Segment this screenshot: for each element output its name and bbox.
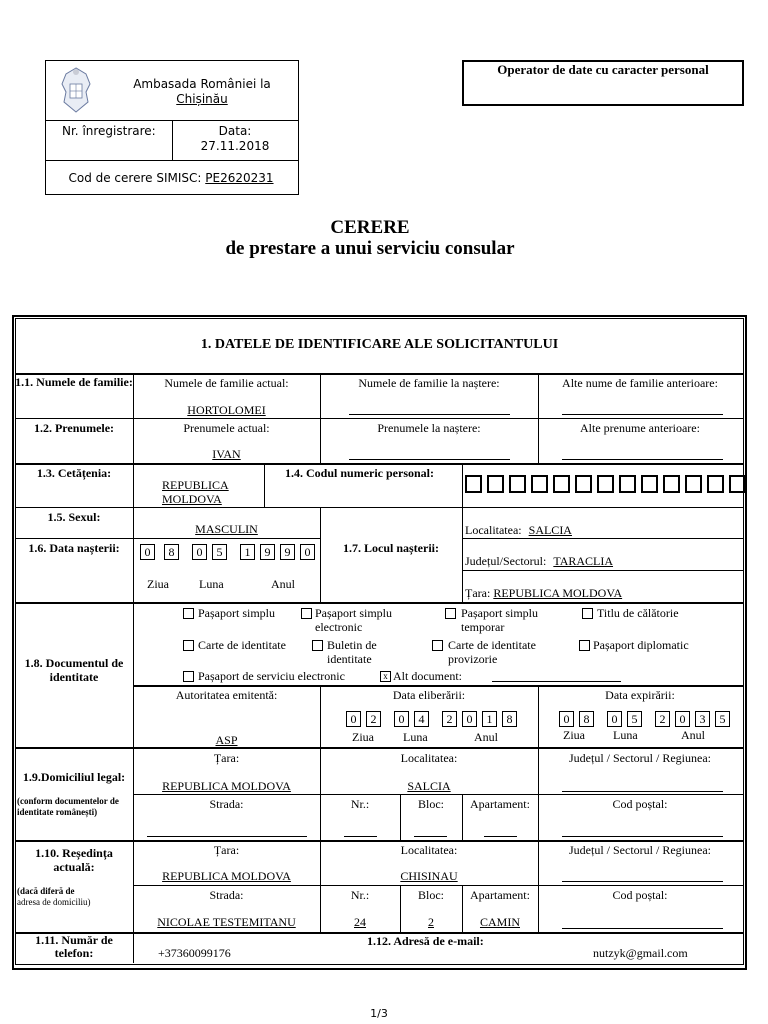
form-title: CERERE <box>330 217 410 238</box>
residence-postal-label: Cod poștal: <box>612 888 668 902</box>
residence-country-value[interactable]: REPUBLICA MOLDOVA <box>162 869 291 883</box>
current-family-name-label: Numele de familie actual: <box>164 376 289 390</box>
expiry-year-label: Anul <box>681 728 705 742</box>
residence-block-value[interactable]: 2 <box>428 915 434 929</box>
first-name-label: 1.2. Prenumele: <box>33 421 115 435</box>
simple-passport-label: Pașaport simplu <box>198 606 275 620</box>
previous-family-names-field[interactable] <box>562 414 723 415</box>
residence-block-label: Bloc: <box>418 888 444 902</box>
provisional-id-label: Carte de identitate provizorie <box>448 638 536 666</box>
previous-family-names-label: Alte nume de familie anterioare: <box>562 376 718 390</box>
issuing-authority-value[interactable]: ASP <box>215 733 238 747</box>
temporary-passport-checkbox[interactable] <box>445 608 456 619</box>
coat-of-arms-icon <box>56 64 96 116</box>
domicile-apartment-field[interactable] <box>484 836 517 837</box>
simisc-code: PE2620231 <box>205 171 274 185</box>
page-number: 1/3 <box>370 1007 388 1020</box>
residence-apartment-label: Apartament: <box>470 888 530 902</box>
domicile-apartment-label: Apartament: <box>470 797 530 811</box>
birth-country-value[interactable]: REPUBLICA MOLDOVA <box>493 586 623 600</box>
service-passport-checkbox[interactable] <box>183 671 194 682</box>
identity-bulletin-checkbox[interactable] <box>312 640 323 651</box>
other-document-field[interactable] <box>492 681 621 682</box>
email-value[interactable]: nutzyk@gmail.com <box>593 946 688 960</box>
expiry-month-label: Luna <box>613 728 638 742</box>
identity-card-label: Carte de identitate <box>198 638 286 652</box>
phone-value[interactable]: +37360099176 <box>158 946 231 960</box>
diplomatic-passport-label: Pașaport diplomatic <box>593 638 689 652</box>
domicile-county-label: Județul / Sectorul / Regiunea: <box>569 751 711 765</box>
simisc-label: Cod de cerere SIMISC: <box>68 171 202 185</box>
other-document-label: Alt document: <box>393 669 462 683</box>
domicile-county-field[interactable] <box>562 791 723 792</box>
identity-card-checkbox[interactable] <box>183 640 194 651</box>
embassy-name: Ambasada României la <box>133 77 271 91</box>
domicile-locality-value[interactable]: SALCIA <box>407 779 451 793</box>
residence-number-label: Nr.: <box>350 888 370 902</box>
service-passport-label: Pașaport de serviciu electronic <box>198 669 345 683</box>
domicile-locality-label: Localitatea: <box>400 751 458 765</box>
current-residence-note-line2: adresa de domiciliu) <box>17 897 91 907</box>
residence-postal-field[interactable] <box>562 928 723 929</box>
section-heading: 1. DATELE DE IDENTIFICARE ALE SOLICITANTULUI <box>200 337 559 352</box>
current-first-name-label: Prenumele actual: <box>183 421 270 435</box>
domicile-number-field[interactable] <box>344 836 377 837</box>
issuing-authority-label: Autoritatea emitentă: <box>175 688 278 702</box>
birth-county-value[interactable]: TARACLIA <box>553 554 614 568</box>
legal-domicile-note: (conform documentelor de identitate românești) <box>17 796 119 817</box>
issue-day-label: Ziua <box>352 730 374 744</box>
issue-month-label: Luna <box>403 730 428 744</box>
family-name-label: 1.1. Numele de familie: <box>15 375 133 389</box>
embassy-city: Chișinău <box>176 92 228 106</box>
other-document-checkbox[interactable]: x <box>380 671 391 682</box>
domicile-postal-label: Cod poștal: <box>612 797 668 811</box>
domicile-postal-field[interactable] <box>562 836 723 837</box>
birth-family-name-label: Numele de familie la naștere: <box>358 376 500 390</box>
current-first-name-value[interactable]: IVAN <box>212 447 241 461</box>
previous-first-names-field[interactable] <box>562 459 723 460</box>
sex-value[interactable]: MASCULIN <box>195 522 258 536</box>
domicile-street-field[interactable] <box>147 836 307 837</box>
date-value: 27.11.2018 <box>200 139 270 153</box>
issue-year-label: Anul <box>474 730 498 744</box>
birth-country-label: Țara: <box>465 586 491 600</box>
electronic-passport-label: Pașaport simplu electronic <box>315 606 392 634</box>
birth-year-label: Anul <box>271 577 295 591</box>
birth-date-label: 1.6. Data nașterii: <box>28 541 120 555</box>
personal-code-label: 1.4. Codul numeric personal: <box>285 466 435 480</box>
residence-locality-value[interactable]: CHISINAU <box>400 869 458 883</box>
residence-country-label: Țara: <box>213 843 240 857</box>
provisional-id-checkbox[interactable] <box>432 640 443 651</box>
sex-label: 1.5. Sexul: <box>47 510 101 524</box>
form-subtitle: de prestare a unui serviciu consular <box>225 238 515 259</box>
citizenship-label: 1.3. Cetățenia: <box>36 466 112 480</box>
expiry-day-label: Ziua <box>563 728 585 742</box>
residence-apartment-value[interactable]: CAMIN <box>479 915 520 929</box>
email-label: 1.12. Adresă de e-mail: <box>367 934 484 948</box>
domicile-country-value[interactable]: REPUBLICA MOLDOVA <box>162 779 291 793</box>
electronic-passport-checkbox[interactable] <box>301 608 312 619</box>
domicile-country-label: Țara: <box>213 751 240 765</box>
identity-document-label: 1.8. Documentul de identitate <box>24 656 124 684</box>
travel-title-checkbox[interactable] <box>582 608 593 619</box>
domicile-number-label: Nr.: <box>350 797 370 811</box>
residence-locality-label: Localitatea: <box>400 843 458 857</box>
expiry-date-label: Data expirării: <box>605 688 675 702</box>
issue-date-label: Data eliberării: <box>392 688 466 702</box>
current-family-name-value[interactable]: HORTOLOMEI <box>187 403 266 417</box>
operator-label: Operator de date cu caracter personal <box>497 62 709 77</box>
residence-street-value[interactable]: NICOLAE TESTEMITANU <box>157 915 296 929</box>
domicile-street-label: Strada: <box>209 797 244 811</box>
residence-county-label: Județul / Sectorul / Regiunea: <box>569 843 711 857</box>
registration-number-label: Nr. înregistrare: <box>62 124 156 138</box>
diplomatic-passport-checkbox[interactable] <box>579 640 590 651</box>
current-residence-note-line1: (dacă diferă de <box>17 886 75 896</box>
birth-county-label: Județul/Sectorul: <box>465 554 547 568</box>
identity-bulletin-label: Buletin de identitate <box>327 638 377 666</box>
birth-place-label: 1.7. Locul nașterii: <box>343 541 439 555</box>
birth-day-label: Ziua <box>147 577 169 591</box>
legal-domicile-label: 1.9.Domiciliul legal: <box>22 770 126 784</box>
citizenship-value[interactable]: REPUBLICA MOLDOVA <box>162 478 229 506</box>
simple-passport-checkbox[interactable] <box>183 608 194 619</box>
date-label: Data: <box>218 124 252 138</box>
residence-street-label: Strada: <box>209 888 244 902</box>
travel-title-label: Titlu de călătorie <box>597 606 679 620</box>
birth-locality-label: Localitatea: <box>465 523 522 537</box>
current-residence-label: 1.10. Reședința actuală: <box>35 846 113 874</box>
birth-month-label: Luna <box>199 577 224 591</box>
residence-county-field[interactable] <box>562 881 723 882</box>
residence-number-value[interactable]: 24 <box>354 915 366 929</box>
temporary-passport-label: Pașaport simplu temporar <box>461 606 538 634</box>
birth-first-name-label: Prenumele la naștere: <box>377 421 481 435</box>
phone-label: 1.11. Număr de telefon: <box>35 933 113 960</box>
birth-first-name-field[interactable] <box>349 459 510 460</box>
domicile-block-label: Bloc: <box>418 797 444 811</box>
domicile-block-field[interactable] <box>414 836 447 837</box>
birth-locality-value[interactable]: SALCIA <box>528 523 572 537</box>
birth-family-name-field[interactable] <box>349 414 510 415</box>
previous-first-names-label: Alte prenume anterioare: <box>580 421 700 435</box>
